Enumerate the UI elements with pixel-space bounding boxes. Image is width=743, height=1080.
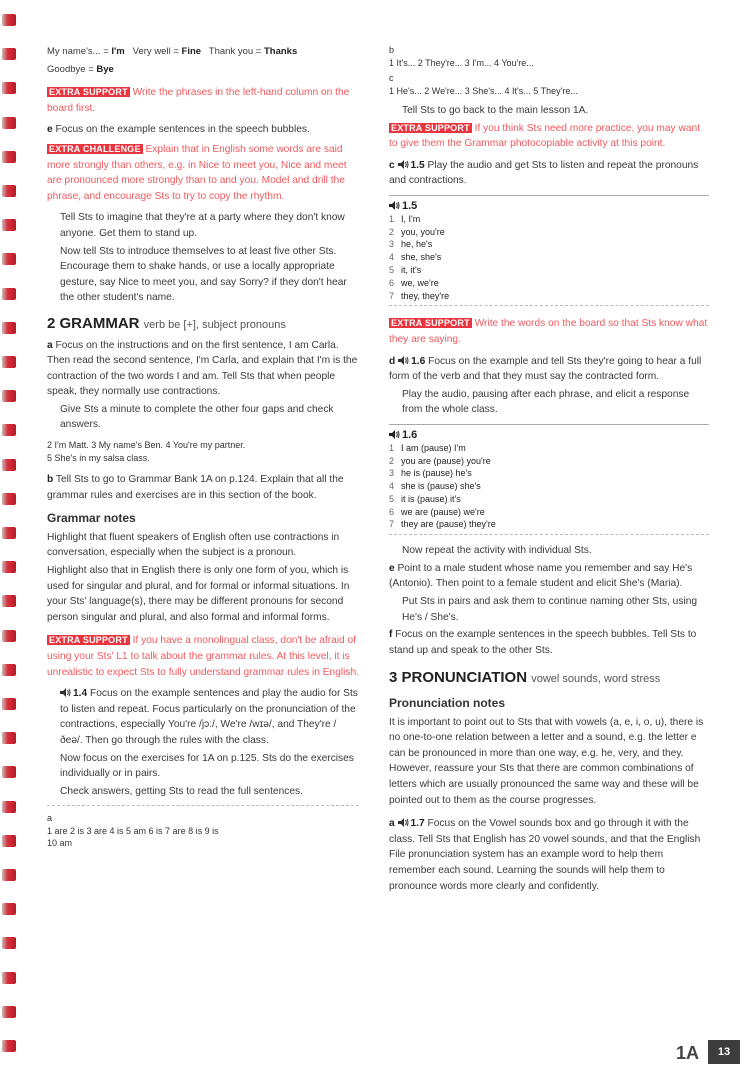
spiral-ring [2, 493, 16, 505]
grammar-heading: 2 GRAMMAR verb be [+], subject pronouns [47, 314, 286, 332]
script-line: 2 you are (pause) you're [389, 455, 491, 466]
back-to-lesson: Tell Sts to go back to the main lesson 1A. [402, 105, 589, 116]
spiral-ring [2, 14, 16, 26]
spiral-ring [2, 664, 16, 676]
spiral-ring [2, 322, 16, 334]
step-d: d 1.6 Focus on the example and tell Sts they're going to hear a full form of the verb and that they must say the contracted form. [389, 355, 702, 383]
extra-support-1: EXTRA SUPPORT Write the phrases in the left-hand column on the board first. [47, 87, 350, 114]
repeat-activity: Now repeat the activity with individual Sts. [402, 545, 592, 557]
audio-script-title: 1.6 [389, 429, 709, 442]
step-a: a Focus on the instructions and on the first sentence, I am Carla. Then read the second sentence, I'm Carla, and explain that I'm is the contraction of the two words I and am. Tell Sts that when people speak, they normally use contractions. [47, 339, 358, 398]
answer-b: b 1 It's... 2 They're... 3 I'm... 4 You're... c 1 He's... 2 We're... 3 She's... 4 It's... 5 They're... [389, 45, 578, 96]
spiral-ring [2, 732, 16, 744]
audio-script-1-5 [389, 195, 709, 306]
speaker-icon[interactable] [60, 687, 71, 696]
spiral-ring [2, 117, 16, 129]
extra-support-tag: EXTRA SUPPORT [49, 87, 128, 98]
step-a-cont: Give Sts a minute to complete the other four gaps and check answers. [60, 403, 334, 431]
left-column [47, 44, 359, 854]
extra-challenge-tag: EXTRA CHALLENGE [49, 143, 141, 154]
script-line: 3 he, he's [389, 239, 433, 250]
speaker-icon[interactable] [398, 159, 409, 168]
script-line: 4 she, she's [389, 252, 442, 263]
step-b: b Tell Sts to go to Grammar Bank 1A on p.124. Explain that all the grammar rules and exercises are in this section of the book. [47, 474, 344, 501]
script-line: 7 they, they're [389, 290, 450, 301]
script-line: 3 he is (pause) he's [389, 468, 472, 479]
step-c-1-5: c 1.5 Play the audio and get Sts to listen and repeat the pronouns and contractions. [389, 159, 699, 187]
pronunciation-heading: 3 PRONUNCIATION vowel sounds, word stress [389, 669, 661, 687]
lesson-number: 1A [676, 1043, 700, 1063]
audio-1-4: 1.4 Focus on the example sentences and play the audio for Sts to listen and repeat. Focus particularly on the pronunciation of the contractions, especially You're /jɔː/, We're /wɪə/, and They're /ðeə/. Then go through the rules with the class. [60, 688, 358, 746]
spiral-ring [2, 835, 16, 847]
speaker-icon[interactable] [389, 201, 400, 210]
script-line: 1 I am (pause) I'm [389, 442, 466, 453]
speaker-icon[interactable] [398, 817, 409, 826]
spiral-ring [2, 937, 16, 949]
spiral-ring [2, 595, 16, 607]
grammar-note-1: Highlight that fluent speakers of English often use contractions in conversation, especially when the subject is a pronoun. [47, 531, 340, 559]
spiral-ring [2, 424, 16, 436]
spiral-ring [2, 82, 16, 94]
spiral-ring [2, 459, 16, 471]
page-number: 13 [708, 1040, 740, 1064]
audio-1-4-p2: Now focus on the exercises for 1A on p.125. Sts do the exercises individually or in pairs. [60, 752, 354, 780]
pronunciation-notes-heading: Pronunciation notes [389, 696, 506, 711]
spiral-ring [2, 630, 16, 642]
spiral-binding [0, 0, 22, 1080]
script-line: 1 I, I'm [389, 213, 421, 224]
spiral-ring [2, 48, 16, 60]
extra-support-3: EXTRA SUPPORT If you think Sts need more practice, you may want to give them the Grammar photocopiable activity at this point. [389, 122, 700, 150]
script-line: 6 we are (pause) we're [389, 506, 485, 517]
spiral-ring [2, 527, 16, 539]
step-f: f Focus on the example sentences in the speech bubbles. Tell Sts to stand up and speak to the other Sts. [389, 629, 697, 656]
spiral-ring [2, 801, 16, 813]
spiral-ring [2, 869, 16, 881]
script-line: 6 we, we're [389, 277, 439, 288]
step-d-cont: Play the audio, pausing after each phrase, and elicit a response from the whole class. [402, 388, 690, 416]
audio-script-1-6 [389, 424, 709, 535]
spiral-ring [2, 903, 16, 915]
spiral-ring [2, 1040, 16, 1052]
step-a-1-7: a 1.7 Focus on the Vowel sounds box and go through it with the class. Tell Sts that English has 20 vowel sounds, and that the English File pronunciation system has an example word to help them remember each sound. Learning the sounds will help them to pronounce words more clearly and confidently. [389, 818, 701, 892]
spiral-ring [2, 253, 16, 265]
script-line: 5 it is (pause) it's [389, 493, 461, 504]
intro-line-2: Goodbye = Bye [47, 63, 114, 75]
party-paragraph-1: Tell Sts to imagine that they're at a party where they don't know anyone. Get them to stand up. [60, 212, 345, 239]
spiral-ring [2, 766, 16, 778]
intro-line-1: My name's... = I'm Very well = Fine Thank you = Thanks [47, 46, 298, 57]
grammar-notes-heading: Grammar notes [47, 511, 136, 526]
pronunciation-note-1: It is important to point out to Sts that with vowels (a, e, i, o, u), there is no one-to-one relation between a letter and a sound, e.g. the letter e can be pronounced in more than one way, e.g. he, very, and they. However, reassure your Sts that there are common combinations of letters which are usually pronounced the same way and these will be pointed out to them as the course progresses. [389, 716, 704, 806]
extra-challenge: EXTRA CHALLENGE Explain that in English some words are said more strongly than others, e.g. in Nice to meet you, Nice and meet are pronounced more strongly than to and you. Model and drill the phrase, and encourage Sts to try to copy the rhythm. [47, 143, 347, 202]
script-line: 5 it, it's [389, 264, 422, 275]
spiral-ring [2, 1006, 16, 1018]
right-column [389, 44, 709, 896]
audio-1-4-p3: Check answers, getting Sts to read the full sentences. [60, 785, 303, 797]
step-e-right: e Point to a male student whose name you remember and say He's (Antonio). Then point to a female student and elicit She's (Maria). [389, 562, 693, 590]
speaker-icon[interactable] [398, 355, 409, 364]
spiral-ring [2, 288, 16, 300]
script-line: 2 you, you're [389, 226, 445, 237]
spiral-ring [2, 356, 16, 368]
spiral-ring [2, 185, 16, 197]
spiral-ring [2, 390, 16, 402]
spiral-ring [2, 561, 16, 573]
spiral-ring [2, 219, 16, 231]
extra-support-2: EXTRA SUPPORT If you have a monolingual class, don't be afraid of using your Sts' L1 to talk about the grammar rules. At this level, it is unrealistic to expect Sts to fully understand grammar rules in English. [47, 635, 359, 678]
party-paragraph-2: Now tell Sts to introduce themselves to at least five other Sts. Encourage them to shake hands, or use a locally appropriate gesture, say Nice to meet you, and say Sorry? if they don't hear the other student's name. [60, 245, 347, 304]
answer-block-1: 2 I'm Matt. 3 My name's Ben. 4 You're my partner. 5 She's in my salsa class. [47, 440, 246, 463]
script-line: 7 they are (pause) they're [389, 519, 496, 530]
spiral-ring [2, 151, 16, 163]
speaker-icon[interactable] [389, 430, 400, 439]
script-line: 4 she is (pause) she's [389, 481, 481, 492]
step-e: e Focus on the example sentences in the speech bubbles. [47, 124, 310, 136]
audio-script-title: 1.5 [389, 200, 709, 213]
answer-block-2: a 1 are 2 is 3 are 4 is 5 am 6 is 7 are 8 is 9 is 10 am [47, 805, 359, 850]
extra-support-4: EXTRA SUPPORT Write the words on the board so that Sts know what they are saying. [389, 318, 708, 345]
spiral-ring [2, 698, 16, 710]
grammar-note-2: Highlight also that in English there is only one form of you, which is used for singular and plural, and for formal or informal situations. In your Sts' language(s), there may be different pronouns for second person singular and plural, and also formal and informal forms. [47, 565, 350, 623]
step-e-right-cont: Put Sts in pairs and ask them to continue naming other Sts, using He's / She's. [402, 596, 698, 623]
spiral-ring [2, 972, 16, 984]
